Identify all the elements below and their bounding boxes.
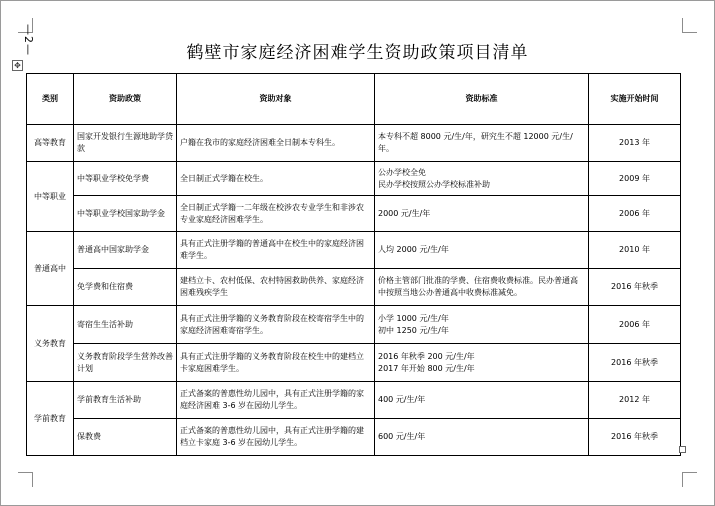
recipient-cell: 具有正式注册学籍的义务教育阶段在校生中的建档立卡家庭困难学生。 (177, 344, 375, 382)
header-standard: 资助标准 (375, 74, 589, 125)
policy-cell: 学前教育生活补助 (74, 382, 177, 419)
policy-table (26, 73, 681, 456)
start-time-cell: 2013 年 (589, 125, 681, 162)
crop-mark-top-right (682, 18, 697, 33)
header-policy: 资助政策 (74, 74, 177, 125)
policy-cell: 国家开发银行生源地助学贷款 (74, 125, 177, 162)
crop-mark-bottom-right (682, 472, 697, 487)
header-category: 类别 (27, 74, 74, 125)
start-time-cell: 2009 年 (589, 162, 681, 196)
table-row (27, 232, 681, 269)
standard-cell: 价格主管部门批准的学费、住宿费收费标准。民办普通高中按照当地公办普通高中收费标准减免。 (375, 269, 589, 306)
recipient-cell: 户籍在我市的家庭经济困难全日制本专科生。 (177, 125, 375, 162)
recipient-cell: 全日制正式学籍在校生。 (177, 162, 375, 196)
page-number: —2— (22, 24, 35, 56)
recipient-cell: 全日制正式学籍一二年级在校涉农专业学生和非涉农专业家庭经济困难学生。 (177, 196, 375, 232)
table-row (27, 382, 681, 419)
start-time-cell: 2016 年秋季 (589, 419, 681, 456)
category-cell: 中等职业 (27, 162, 74, 232)
start-time-cell: 2010 年 (589, 232, 681, 269)
category-cell: 普通高中 (27, 232, 74, 306)
category-cell: 义务教育 (27, 306, 74, 382)
policy-cell: 中等职业学校国家助学金 (74, 196, 177, 232)
standard-cell: 公办学校全免 民办学校按照公办学校标准补助 (375, 162, 589, 196)
recipient-cell: 具有正式注册学籍的普通高中在校生中的家庭经济困难学生。 (177, 232, 375, 269)
standard-cell: 2016 年秋季 200 元/生/年 2017 年开始 800 元/生/年 (375, 344, 589, 382)
start-time-cell: 2006 年 (589, 196, 681, 232)
standard-cell: 2000 元/生/年 (375, 196, 589, 232)
category-cell: 高等教育 (27, 125, 74, 162)
start-time-cell: 2012 年 (589, 382, 681, 419)
standard-cell: 小学 1000 元/生/年 初中 1250 元/生/年 (375, 306, 589, 344)
recipient-cell: 具有正式注册学籍的义务教育阶段在校寄宿学生中的家庭经济困难寄宿学生。 (177, 306, 375, 344)
policy-cell: 义务教育阶段学生营养改善计划 (74, 344, 177, 382)
table-row (27, 162, 681, 196)
recipient-cell: 正式备案的普惠性幼儿园中，具有正式注册学籍的建档立卡家庭 3-6 岁在园幼儿学生。 (177, 419, 375, 456)
start-time-cell: 2016 年秋季 (589, 344, 681, 382)
policy-cell: 普通高中国家助学金 (74, 232, 177, 269)
category-cell: 学前教育 (27, 382, 74, 456)
policy-cell: 保教费 (74, 419, 177, 456)
table-resize-handle[interactable] (679, 446, 686, 453)
table-header-row (27, 74, 681, 125)
policy-cell: 免学费和住宿费 (74, 269, 177, 306)
header-start-time: 实施开始时间 (589, 74, 681, 125)
page-title: 鹤壁市家庭经济困难学生资助政策项目清单 (186, 43, 529, 63)
table-row (27, 196, 681, 232)
start-time-cell: 2016 年秋季 (589, 269, 681, 306)
table-move-handle-icon[interactable]: ✥ (12, 60, 23, 71)
start-time-cell: 2006 年 (589, 306, 681, 344)
crop-mark-bottom-left (18, 472, 33, 487)
table-row (27, 419, 681, 456)
header-recipient: 资助对象 (177, 74, 375, 125)
standard-cell: 本专科不超 8000 元/生/年，研究生不超 12000 元/生/年。 (375, 125, 589, 162)
table-row (27, 344, 681, 382)
recipient-cell: 正式备案的普惠性幼儿园中，具有正式注册学籍的家庭经济困难 3-6 岁在园幼儿学生。 (177, 382, 375, 419)
policy-cell: 中等职业学校免学费 (74, 162, 177, 196)
table-row (27, 269, 681, 306)
table-row (27, 125, 681, 162)
standard-cell: 600 元/生/年 (375, 419, 589, 456)
standard-cell: 400 元/生/年 (375, 382, 589, 419)
policy-cell: 寄宿生生活补助 (74, 306, 177, 344)
table-row (27, 306, 681, 344)
standard-cell: 人均 2000 元/生/年 (375, 232, 589, 269)
recipient-cell: 建档立卡、农村低保、农村特困救助供养、家庭经济困难残疾学生 (177, 269, 375, 306)
